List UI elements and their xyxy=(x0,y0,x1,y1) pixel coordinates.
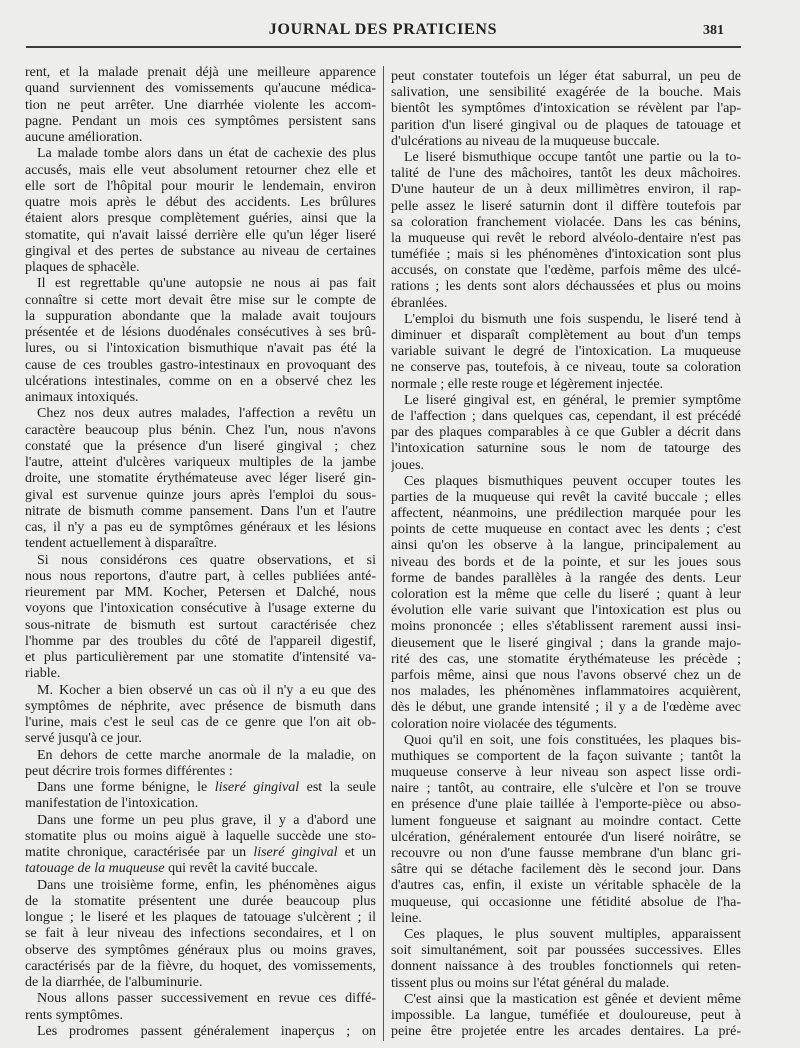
italic-text: tatouage de la muqueuse xyxy=(25,861,165,877)
italic-text: liseré gingival xyxy=(253,845,338,860)
text-line xyxy=(25,861,376,877)
text-line: donnent naissance à des troubles fonctionnels qui reten- xyxy=(391,959,741,975)
paragraph xyxy=(391,312,741,393)
text-line: Les prodromes passent généralement inaperçus ; on xyxy=(37,1023,376,1039)
text-line: elle sort de l'hôpital pour mourir le lendemain, environ xyxy=(25,178,376,194)
text-line: tendent actuellement à disparaître. xyxy=(25,536,218,552)
text-line: naire ; tantôt, au contraire, elle s'ulcère et l'on se trouve xyxy=(391,781,741,797)
text-line: bientôt les symptômes d'intoxication se révèlent par l'ap- xyxy=(391,101,741,117)
text-run: et un xyxy=(337,845,376,860)
text-line: accusés, mais elle veut absolument retourner chez elle et xyxy=(25,162,376,178)
paragraph xyxy=(391,474,741,733)
paragraph xyxy=(391,150,741,312)
text-line: droite, une stomatite érythémateuse avec léger liseré gin- xyxy=(25,471,376,487)
paragraph xyxy=(391,733,741,927)
text-line: ne conserve pas, toutefois, à ce niveau, toute sa coloration xyxy=(391,360,741,376)
text-line: sa coloration franchement violacée. Dans les cas bénins, xyxy=(391,214,741,230)
text-line: nitrate de bismuth comme pansement. Dans l'un et l'autre xyxy=(25,503,376,519)
text-line xyxy=(25,780,376,796)
text-line: parition d'un liseré gingival ou de plaques de tatouage et xyxy=(391,117,741,133)
text-line: présentée et de lésions duodénales consécutives à ses brû- xyxy=(25,325,376,340)
paragraph xyxy=(25,553,376,683)
text-line: gingival et des pertes de substance au niveau de certaines xyxy=(25,243,376,259)
text-line: variable suivant le degré de l'intoxication. La muqueuse xyxy=(391,344,741,360)
text-line: moins prononcée ; elles s'établissent rarement aussi insi- xyxy=(391,619,741,635)
paragraph xyxy=(25,683,376,748)
text-line: soit simultanément, soit par poussées successives. Elles xyxy=(391,943,741,959)
text-line: en présence d'une plaie taillée à l'emporte-pièce ou abso- xyxy=(391,797,741,813)
text-line: muqueuse, qui occasionne une fétidité absolue de l'ha- xyxy=(391,894,741,910)
text-line: niveau des bords et de la pointe, et sur les joues sous xyxy=(391,554,741,570)
column-divider xyxy=(383,66,384,1041)
text-line: rents symptômes. xyxy=(25,1007,123,1023)
text-line: rent, et la malade prenait déjà une meilleure apparence xyxy=(25,65,376,80)
text-line: Si nous considérons ces quatre observations, et si xyxy=(37,552,376,568)
text-line: évolution elle varie suivant que l'intoxication est plus ou xyxy=(391,603,741,619)
text-line: sâtre qui se détache facilement dès le second jour. Dans xyxy=(391,862,741,878)
text-run: Dans une forme bénigne, le xyxy=(37,780,215,795)
text-line: rité des cas, une stomatite érythémateuse les précède ; xyxy=(391,651,741,667)
text-line: rations ; les dents sont alors déchaussées et plus ou moins xyxy=(391,279,741,295)
text-line: gival est survenue quinze jours après l'emploi du sous- xyxy=(25,487,376,503)
text-line: cause de ces troubles gastro-intestinaux en provoquant des xyxy=(25,357,376,373)
text-line: forme de bandes parallèles à la rangée des dents. Leur xyxy=(391,570,741,586)
text-line: quatre mois après le début des accidents. Les brûlures xyxy=(25,195,376,210)
text-line: C'est ainsi que la mastication est gênée et devient même xyxy=(404,991,741,1007)
text-line: tuméfiée ; mais si les phénomènes d'intoxication sont plus xyxy=(391,247,741,263)
text-line: Le liseré gingival est, en général, le premier symptôme xyxy=(404,392,741,408)
text-line: de l'affection ; dans quelques cas, cependant, il est précédé xyxy=(391,408,741,424)
text-line: pagne. Pendant un mois ces symptômes persistent sans xyxy=(25,113,376,129)
text-line: ébranlées. xyxy=(391,295,448,311)
text-line: peut décrire trois formes différentes : xyxy=(25,763,233,779)
text-line: Il est regrettable qu'une autopsie ne nous ai pas fait xyxy=(37,276,376,292)
text-line: se fait à leur niveau des infections secondaires, et l on xyxy=(25,926,376,942)
text-line: Le liseré bismuthique occupe tantôt une partie ou la to- xyxy=(404,149,741,165)
paragraph xyxy=(25,780,376,813)
right-column xyxy=(391,69,741,1040)
text-line: ainsi qu'on les observe à la langue, principalement au xyxy=(391,538,741,554)
paragraph xyxy=(25,276,376,406)
text-line: nos malades, les phénomènes inflammatoires acquièrent, xyxy=(391,684,741,700)
text-line: plaques de sphacèle. xyxy=(25,260,140,275)
text-line: dès le début, une grande intensité ; il y a de l'œdème avec xyxy=(391,700,741,716)
text-line: L'emploi du bismuth une fois suspendu, le liseré tend à xyxy=(404,311,741,327)
text-line: l'intoxication saturnine sous le nom de tatourge des xyxy=(391,441,741,457)
text-line: Nous allons passer successivement en revue ces diffé- xyxy=(37,991,376,1007)
text-line: longue ; le liseré et les plaques de tatouage s'ulcèrent ; il xyxy=(25,910,376,925)
text-line: l'urine, mais c'est le seul cas de ce genre que l'on ait ob- xyxy=(25,715,376,730)
paragraph xyxy=(25,1024,376,1040)
text-run: matite chronique, caractérisée par un xyxy=(25,845,254,860)
text-line: étaient alors presque complètement guéries, ainsi que la xyxy=(25,211,376,227)
text-line: cas, il n'y a pas eu de symptômes généraux et les lésions xyxy=(25,520,376,535)
text-line: muqueuse conserve à leur niveau son aspect lisse ordi- xyxy=(391,765,741,781)
text-run: qui revêt la cavité buccale. xyxy=(164,861,318,877)
text-line: tion ne peut arrêter. Une diarrhée violente les accom- xyxy=(25,97,376,113)
text-line: parties de la muqueuse qui revêt la cavité buccale ; elles xyxy=(391,489,741,505)
text-line: caractère beaucoup plus bénin. Chez l'un, nous n'avons xyxy=(25,422,376,438)
text-line: D'une hauteur de un à deux millimètres environ, il rap- xyxy=(391,182,741,198)
text-line: la suppuration abondante que la malade avait toujours xyxy=(25,308,376,324)
text-line: connaître si cette mort devait être mise sur le compte de xyxy=(25,292,376,308)
text-line: observe des symptômes généraux plus ou moins graves, xyxy=(25,942,376,958)
text-line: l'homme par des troubles du côté de l'appareil digestif, xyxy=(25,633,376,649)
paragraph xyxy=(25,146,376,276)
text-line: lures, ou si l'intoxication bismuthique n'avait pas été la xyxy=(25,341,376,357)
text-line: peut constater toutefois un léger état saburral, un peu de xyxy=(391,69,741,84)
text-line: de la diarrhée, de l'albuminurie. xyxy=(25,975,203,990)
text-line: d'ulcérations au niveau de la muqueuse buccale. xyxy=(391,133,660,149)
paragraph xyxy=(25,878,376,992)
text-line: Ces plaques, le plus souvent multiples, apparaissent xyxy=(404,926,741,942)
text-line: l'autre, atteint d'ulcères variqueux multiples de la jambe xyxy=(25,455,376,470)
text-line: dieusement que le liseré gingival ; dans la grande majo- xyxy=(391,635,741,651)
text-line xyxy=(25,845,376,861)
text-line: sous-nitrate de bismuth est surtout caractérisée chez xyxy=(25,617,376,633)
text-line: aucune amélioration. xyxy=(25,130,143,145)
text-line: quand surviennent des vomissements qu'aucune médica- xyxy=(25,81,376,97)
text-line: parfois même, ainsi que nous l'avons observé chez un de xyxy=(391,667,741,683)
text-line: lument fongueuse et saignant au moindre contact. Cette xyxy=(391,813,741,829)
text-line: Quoi qu'il en soit, une fois constituées, les plaques bis- xyxy=(404,732,741,748)
left-column xyxy=(25,65,376,1040)
text-line: voyons que l'intoxication consécutive à l'usage externe du xyxy=(25,601,376,617)
paragraph xyxy=(25,813,376,878)
text-run: est la seule xyxy=(299,780,376,795)
paragraph xyxy=(391,927,741,992)
text-line: pelle assez le liseré saturnin dont il diffère toutefois par xyxy=(391,198,741,214)
text-line: constaté que la présence d'un liseré gingival ; chez xyxy=(25,438,376,454)
text-line: et plus particulièrement par une stomatite d'intensité va- xyxy=(25,650,376,665)
italic-text: liseré gingival xyxy=(214,780,300,795)
text-line: Ces plaques bismuthiques peuvent occuper toutes les xyxy=(404,473,741,489)
text-line: Dans une troisième forme, enfin, les phénomènes aigus xyxy=(37,877,376,893)
text-line: rieurement par MM. Kocher, Petersen et Dalché, nous xyxy=(25,585,376,600)
paragraph xyxy=(25,991,376,1024)
text-line: peine être projetée entre les arcades dentaires. La pré- xyxy=(391,1024,741,1040)
text-line: affectent, néanmoins, une prédilection marquée pour les xyxy=(391,506,741,522)
text-line: ulcérations intestinales, comme on en a observé chez les xyxy=(25,373,376,389)
text-line: muthiques se comportent de la façon suivante ; tantôt la xyxy=(391,748,741,764)
paragraph xyxy=(391,393,741,474)
text-line: accusés, on constate que l'œdème, parfois même des ulcé- xyxy=(391,263,741,279)
text-line: impossible. La langue, tuméfiée et douloureuse, peut à xyxy=(391,1007,741,1023)
text-line: tissent plus ou moins sur l'état général du malade. xyxy=(391,975,670,991)
text-line: nous nous reportons, d'autre part, à celles publiées anté- xyxy=(25,568,376,584)
text-line: d'autres cas, enfin, il existe un véritable sphacèle de la xyxy=(391,878,741,894)
header-rule xyxy=(26,46,741,48)
text-line: Chez nos deux autres malades, l'affection a revêtu un xyxy=(37,406,376,422)
text-line: la muqueuse qui revêt le rebord alvéolo-dentaire n'est pas xyxy=(391,230,741,246)
text-line: points de cette muqueuse en contact avec les dents ; c'est xyxy=(391,522,741,538)
text-line: caractérisés par de la fièvre, du hoquet, des vomissements, xyxy=(25,958,376,974)
text-line: recouvre ou non d'une fausse membrane d'un blanc gri- xyxy=(391,846,741,861)
paragraph xyxy=(391,992,741,1041)
text-line: stomatite, qui n'avait laissé derrière elle qu'un léger liseré xyxy=(25,227,376,243)
text-line: leine. xyxy=(391,910,422,926)
text-line: servé jusqu'à ce jour. xyxy=(25,731,142,747)
text-line: Dans une forme un peu plus grave, il y a d'abord une xyxy=(37,812,376,828)
text-line: de la stomatite présentent une durée beaucoup plus xyxy=(25,893,376,909)
text-line: diminuer et disparaît complètement au bout d'un temps xyxy=(391,328,741,343)
text-line: ulcération, généralement entourée d'un liseré noirâtre, se xyxy=(391,829,741,845)
text-line: symptômes de néphrite, avec présence de bismuth dans xyxy=(25,698,376,714)
text-line: coloration est la même que celle du liseré ; quant à leur xyxy=(391,587,741,602)
text-line: normale ; elle reste rouge et légèrement injectée. xyxy=(391,376,664,392)
text-line: stomatite plus ou moins aiguë à laquelle succède une sto- xyxy=(25,828,376,844)
text-line: M. Kocher a bien observé un cas où il n'y a eu que des xyxy=(37,682,376,698)
text-line: joues. xyxy=(391,457,425,473)
text-line: talité de l'une des mâchoires, tantôt les deux mâchoires. xyxy=(391,166,741,182)
text-line: manifestation de l'intoxication. xyxy=(25,796,199,812)
journal-title: JOURNAL DES PRATICIENS xyxy=(268,21,498,38)
text-line: En dehors de cette marche anormale de la maladie, on xyxy=(37,747,376,763)
paragraph xyxy=(25,406,376,552)
text-line: salivation, une sensibilité exagérée de la bouche. Mais xyxy=(391,85,741,101)
text-line: animaux intoxiqués. xyxy=(25,390,139,405)
text-line: par des plaques comparables à ce que Gubler a décrit dans xyxy=(391,425,741,441)
page-number: 381 xyxy=(703,23,724,38)
text-line: La malade tombe alors dans un état de cachexie des plus xyxy=(37,146,376,162)
text-line: coloration noire violacée des téguments. xyxy=(391,716,617,732)
paragraph xyxy=(25,65,376,146)
paragraph xyxy=(391,69,741,150)
text-line: riable. xyxy=(25,666,61,682)
paragraph xyxy=(25,748,376,781)
